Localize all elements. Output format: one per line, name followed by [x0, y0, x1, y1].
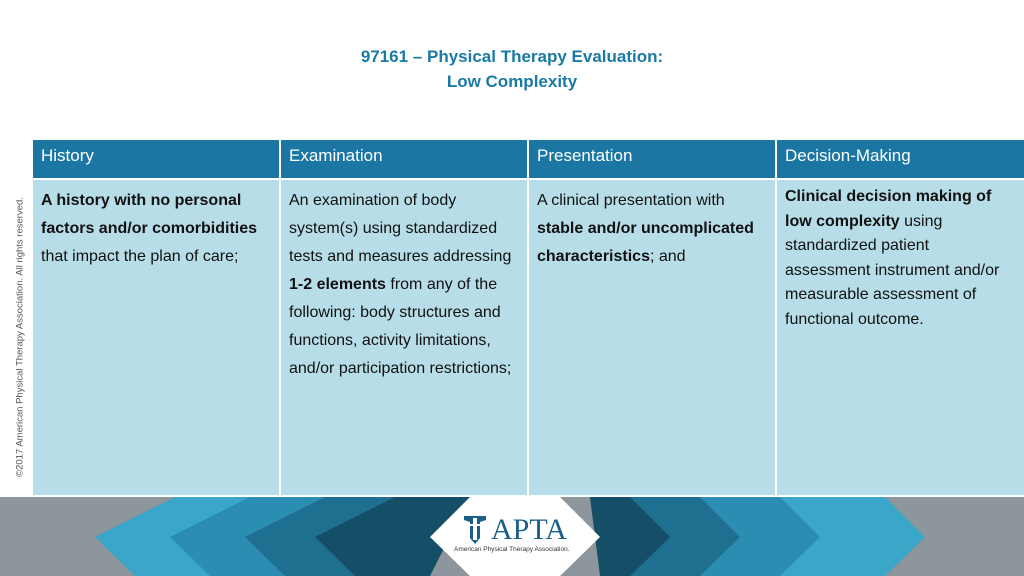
apta-logo-text: APTA — [491, 513, 567, 546]
presentation-text-post: ; and — [649, 248, 686, 265]
presentation-text-pre: A clinical presentation with — [537, 192, 725, 209]
header-decision-making: Decision-Making — [777, 140, 1024, 180]
examination-text-post: from any of the following: body structures and functions, activity limitations, and/or participation restrictions; — [289, 276, 512, 377]
header-history: History — [33, 140, 281, 180]
cell-decision-making — [777, 180, 1024, 495]
title-line-1: 97161 – Physical Therapy Evaluation: — [360, 47, 664, 66]
decision-text: using standardized patient assessment instrument and/or measurable assessment of functional outcome. — [785, 212, 1000, 328]
header-examination: Examination — [281, 140, 529, 180]
history-bold-text: A history with no personal factors and/or comorbidities — [41, 192, 258, 237]
cell-examination — [281, 180, 529, 495]
cell-presentation — [529, 180, 777, 495]
examination-bold-text: 1-2 elements — [289, 276, 386, 293]
title-line-2: Low Complexity — [446, 72, 578, 91]
history-text: that impact the plan of care; — [41, 248, 239, 265]
examination-text-pre: An examination of body system(s) using standardized tests and measures addressing — [289, 192, 512, 265]
decision-bold-text: Clinical decision making of low complexity — [785, 188, 992, 230]
presentation-bold-text: stable and/or uncomplicated characteristics — [537, 220, 754, 265]
apta-logo-icon — [462, 514, 488, 546]
cell-history — [33, 180, 281, 495]
header-presentation: Presentation — [529, 140, 777, 180]
apta-logo-subtitle: American Physical Therapy Association. — [454, 546, 570, 553]
page-title — [0, 44, 1024, 94]
copyright-text: ©2017 American Physical Therapy Association. All rights reserved. — [14, 197, 26, 477]
evaluation-table — [33, 140, 1024, 495]
